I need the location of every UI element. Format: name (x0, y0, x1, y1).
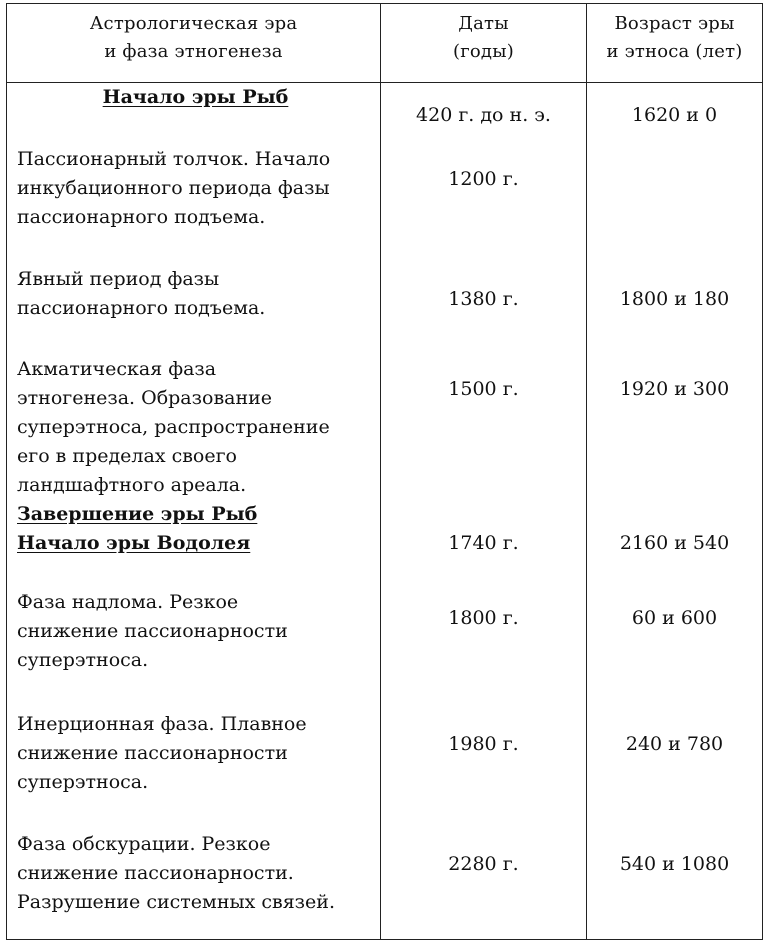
header-dates-line: (годы) (453, 41, 514, 62)
table-row (7, 500, 763, 588)
phase-text-line: ландшафтного ареала. (17, 473, 247, 496)
date-cell (381, 355, 587, 500)
phase-text-line: пассионарного подъема. (17, 296, 266, 319)
date-cell (381, 265, 587, 355)
phase-text-line: Акматическая фаза (17, 357, 217, 380)
phase-text-line: суперэтноса. (17, 770, 149, 793)
table-row (7, 710, 763, 830)
age-value: 1800 и 180 (619, 287, 730, 310)
header-phase-line: Астрологическая эра (89, 13, 298, 34)
phase-text-line: Явный период фазы (17, 267, 220, 290)
header-age-line: Возраст эры (614, 13, 735, 34)
date-value: 1740 г. (448, 531, 519, 554)
table-row (7, 83, 763, 145)
table-row (7, 588, 763, 710)
header-age-line: и этноса (лет) (606, 41, 743, 62)
phase-text-line: Пассионарный толчок. Начало (17, 147, 331, 170)
date-value: 2280 г. (448, 852, 519, 875)
phase-cell (7, 265, 381, 355)
phase-text-line: его в пределах своего (17, 444, 237, 467)
phase-text-line: этногенеза. Образование (17, 386, 273, 409)
header-age (587, 4, 763, 83)
date-cell (381, 830, 587, 940)
date-cell (381, 83, 587, 145)
table-row (7, 830, 763, 940)
age-cell (587, 830, 763, 940)
phase-text-line: снижение пассионарности (17, 741, 288, 764)
date-cell (381, 588, 587, 710)
phase-text-line: Фаза надлома. Резкое (17, 590, 239, 613)
age-value: 2160 и 540 (619, 531, 730, 554)
table-body (7, 83, 763, 940)
header-dates (381, 4, 587, 83)
header-dates-line: Даты (458, 13, 509, 34)
age-cell (587, 500, 763, 588)
age-cell (587, 710, 763, 830)
age-cell (587, 265, 763, 355)
table-row (7, 265, 763, 355)
table-row (7, 145, 763, 265)
phase-text-line: Фаза обскурации. Резкое (17, 832, 271, 855)
age-cell (587, 145, 763, 265)
table-row (7, 355, 763, 500)
age-value: 60 и 600 (631, 606, 718, 629)
table-header-row (7, 4, 763, 83)
header-phase (7, 4, 381, 83)
date-value: 1800 г. (448, 606, 519, 629)
phase-cell (7, 355, 381, 500)
age-value: 1620 и 0 (631, 104, 718, 126)
date-value: 1380 г. (448, 287, 519, 310)
phase-text-line: пассионарного подъема. (17, 205, 266, 228)
phase-text-line: Разрушение системных связей. (17, 890, 335, 913)
date-value: 420 г. до н. э. (416, 104, 551, 126)
phase-text-line: снижение пассионарности (17, 619, 288, 642)
date-value: 1980 г. (448, 732, 519, 755)
phase-text-line: снижение пассионарности. (17, 861, 294, 884)
era-heading-text: Начало эры Рыб (102, 86, 289, 108)
age-cell (587, 83, 763, 145)
phase-text-line: суперэтноса, распространение (17, 415, 330, 438)
era-table (6, 3, 763, 940)
age-value: 540 и 1080 (619, 852, 730, 875)
date-value: 1500 г. (448, 377, 519, 400)
date-cell (381, 500, 587, 588)
date-cell (381, 145, 587, 265)
era-heading-text: Завершение эры Рыб (17, 502, 258, 525)
age-cell (587, 355, 763, 500)
header-phase-line: и фаза этногенеза (104, 41, 283, 62)
age-value: 1920 и 300 (619, 377, 730, 400)
phase-cell (7, 500, 381, 588)
phase-cell (7, 830, 381, 940)
age-cell (587, 588, 763, 710)
date-value: 1200 г. (448, 167, 519, 190)
phase-text-line: инкубационного периода фазы (17, 176, 330, 199)
phase-cell (7, 588, 381, 710)
era-heading-text: Начало эры Водолея (17, 531, 251, 554)
date-cell (381, 710, 587, 830)
phase-cell (7, 710, 381, 830)
phase-text-line: суперэтноса. (17, 648, 149, 671)
age-value: 240 и 780 (625, 732, 724, 755)
phase-cell (7, 145, 381, 265)
phase-text-line: Инерционная фаза. Плавное (17, 712, 307, 735)
phase-cell (7, 83, 381, 145)
